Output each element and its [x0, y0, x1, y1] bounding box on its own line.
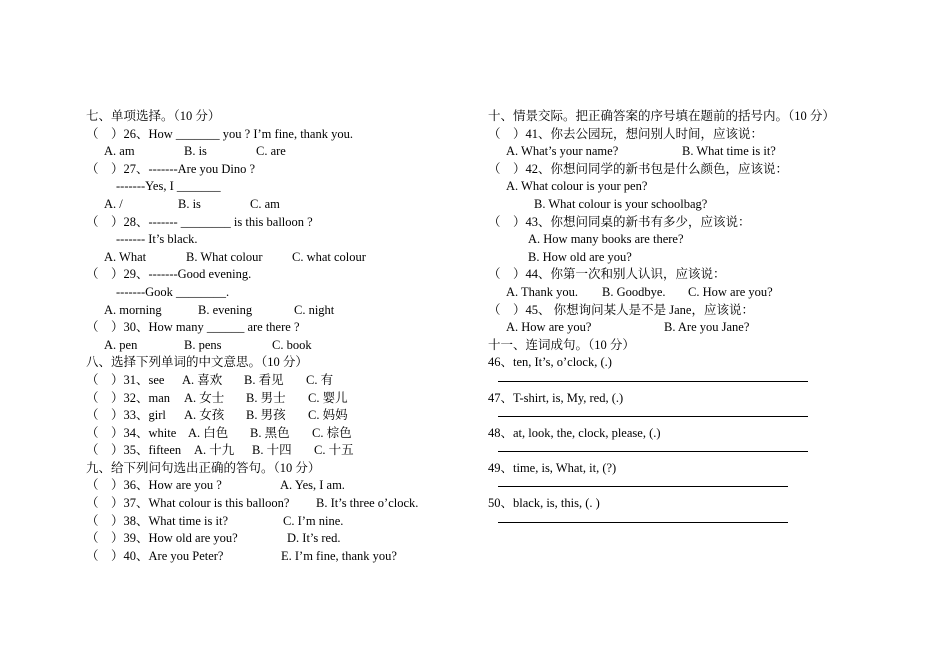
- option: B. pens: [184, 337, 222, 352]
- word-row: [86, 390, 466, 408]
- option: B. 看见: [244, 372, 284, 387]
- word-row: [86, 442, 466, 460]
- match-row: [86, 477, 466, 495]
- word-row: [86, 372, 466, 390]
- question-26: （ ）26、How _______ you ? I’m fine, thank you.: [86, 126, 353, 141]
- option: C. 妈妈: [308, 408, 348, 423]
- section-11-title: 十一、连词成句。（10 分）: [488, 337, 635, 352]
- question-45-options: [488, 319, 888, 337]
- word-question: （ ）33、girl: [86, 408, 166, 423]
- option: A. morning: [104, 302, 162, 317]
- question-42-option-a: A. What colour is your pen?: [506, 179, 648, 194]
- option: C. 棕色: [312, 425, 352, 440]
- question-28: （ ）28、------- ________ is this balloon ?: [86, 214, 313, 229]
- option: B. evening: [198, 302, 253, 317]
- match-answer: D. It’s red.: [287, 531, 341, 546]
- match-question: （ ）38、What time is it?: [86, 513, 228, 528]
- word-row: [86, 407, 466, 425]
- option: C. are: [256, 144, 286, 159]
- match-row: [86, 513, 466, 531]
- option: A. /: [104, 196, 123, 211]
- match-row: [86, 548, 466, 566]
- question-28-reply: ------- It’s black.: [116, 232, 198, 247]
- question-43: （ ）43、你想问同桌的新书有多少，应该说：: [488, 214, 751, 229]
- match-answer: A. Yes, I am.: [280, 478, 345, 493]
- right-column: [488, 108, 888, 530]
- option: B. is: [178, 196, 201, 211]
- option: C. How are you?: [688, 284, 773, 299]
- option: A. 女孩: [184, 408, 225, 423]
- question-29-reply: -------Gook ________.: [116, 284, 230, 299]
- option: A. 喜欢: [182, 372, 223, 387]
- sentence-47: 47、T-shirt, is, My, red, (.): [488, 390, 624, 405]
- word-question: （ ）34、white: [86, 425, 177, 440]
- question-43-option-a: A. How many books are there?: [528, 232, 684, 247]
- question-43-option-b: B. How old are you?: [528, 249, 632, 264]
- option: A. pen: [104, 337, 138, 352]
- option: B. 黑色: [250, 425, 290, 440]
- option: B. is: [184, 144, 207, 159]
- question-42: （ ）42、你想问同学的新书包是什么颜色，应该说：: [488, 161, 789, 176]
- question-28-options: [86, 249, 466, 267]
- option: B. 十四: [252, 443, 292, 458]
- question-44: （ ）44、你第一次和别人认识，应该说：: [488, 267, 726, 282]
- option: C. 婴儿: [308, 390, 348, 405]
- option: A. Thank you.: [506, 284, 578, 299]
- sentence-46: 46、ten, It’s, o’clock, (.): [488, 355, 612, 370]
- question-45: （ ）45、 你想询问某人是不是 Jane，应该说：: [488, 302, 754, 317]
- question-42-option-b: B. What colour is your schoolbag?: [534, 196, 708, 211]
- match-question: （ ）40、Are you Peter?: [86, 548, 224, 563]
- answer-line[interactable]: [488, 372, 888, 390]
- option: C. book: [272, 337, 312, 352]
- match-question: （ ）37、What colour is this balloon?: [86, 496, 290, 511]
- left-column: [86, 108, 466, 565]
- sentence-48: 48、at, look, the, clock, please, (.): [488, 425, 661, 440]
- match-answer: E. I’m fine, thank you?: [281, 548, 397, 563]
- option: B. What colour: [186, 249, 263, 264]
- option: A. am: [104, 144, 135, 159]
- word-row: [86, 425, 466, 443]
- option: B. Are you Jane?: [664, 320, 750, 335]
- section-9-title: 九、给下列问句选出正确的答句。（10 分）: [86, 460, 321, 475]
- option: C. am: [250, 196, 280, 211]
- option: B. 男士: [246, 390, 286, 405]
- question-30-options: [86, 337, 466, 355]
- word-question: （ ）35、fifteen: [86, 443, 182, 458]
- option: C. night: [294, 302, 335, 317]
- section-8-title: 八、选择下列单词的中文意思。（10 分）: [86, 355, 308, 370]
- sentence-50: 50、black, is, this, (. ): [488, 496, 600, 511]
- option: A. What’s your name?: [506, 144, 619, 159]
- option: B. Goodbye.: [602, 284, 666, 299]
- option: B. What time is it?: [682, 144, 776, 159]
- match-row: [86, 530, 466, 548]
- question-29: （ ）29、-------Good evening.: [86, 267, 252, 282]
- option: A. 女士: [184, 390, 225, 405]
- question-44-options: [488, 284, 888, 302]
- question-26-options: [86, 143, 466, 161]
- match-question: （ ）36、How are you ?: [86, 478, 222, 493]
- match-answer: C. I’m nine.: [283, 513, 344, 528]
- option: A. 白色: [188, 425, 229, 440]
- word-question: （ ）31、see: [86, 372, 165, 387]
- option: C. what colour: [292, 249, 366, 264]
- option: C. 有: [306, 372, 334, 387]
- match-row: [86, 495, 466, 513]
- option: A. What: [104, 249, 147, 264]
- option: B. 男孩: [246, 408, 286, 423]
- section-7-title: 七、单项选择。（10 分）: [86, 109, 221, 123]
- match-question: （ ）39、How old are you?: [86, 531, 238, 546]
- word-question: （ ）32、man: [86, 390, 171, 405]
- answer-line[interactable]: [488, 513, 888, 531]
- option: C. 十五: [314, 443, 354, 458]
- option: A. How are you?: [506, 320, 592, 335]
- question-29-options: [86, 302, 466, 320]
- answer-line[interactable]: [488, 442, 888, 460]
- answer-line[interactable]: [488, 407, 888, 425]
- question-27-options: [86, 196, 466, 214]
- question-27: （ ）27、-------Are you Dino ?: [86, 161, 256, 176]
- section-10-title: 十、情景交际。把正确答案的序号填在题前的括号内。（10 分）: [488, 109, 835, 123]
- option: A. 十九: [194, 443, 235, 458]
- answer-line[interactable]: [488, 477, 888, 495]
- question-27-reply: -------Yes, I _______: [116, 179, 221, 194]
- sentence-49: 49、time, is, What, it, (?): [488, 460, 617, 475]
- question-41-options: [488, 143, 888, 161]
- question-41: （ ）41、你去公园玩，想问别人时间，应该说：: [488, 126, 764, 141]
- match-answer: B. It’s three o’clock.: [316, 496, 419, 511]
- question-30: （ ）30、How many ______ are there ?: [86, 320, 300, 335]
